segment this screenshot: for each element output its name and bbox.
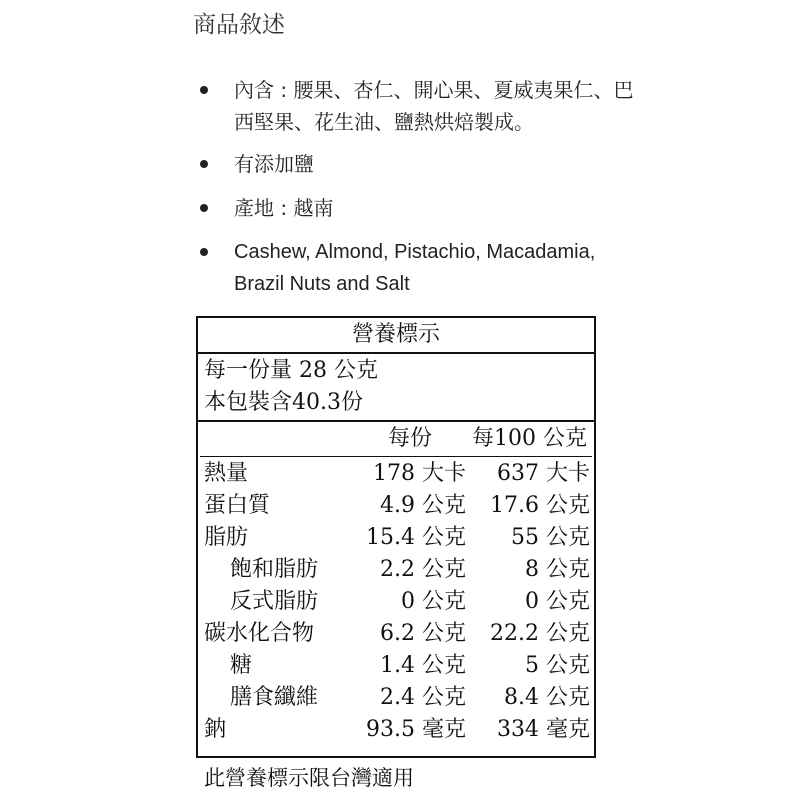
nutrient-name: 反式脂肪 (230, 589, 319, 614)
list-item-origin (200, 192, 640, 224)
nutrient-per-serving: 1.4 公克 (380, 653, 466, 678)
origin-text: 產地 : 越南 (234, 196, 334, 220)
list-item-ingredients (200, 74, 640, 138)
nutrient-row-carbohydrate (198, 618, 594, 650)
nutrient-row-protein (198, 490, 594, 522)
nutrient-row-sugar (198, 650, 594, 682)
nutrient-per-100g: 334 毫克 (497, 717, 590, 742)
nutrient-per-serving: 0 公克 (401, 589, 466, 614)
divider (200, 456, 592, 457)
divider (198, 420, 594, 422)
nutrient-row-energy (198, 458, 594, 490)
nutrient-name: 鈉 (204, 717, 227, 742)
ingredients-text: 內含 : 腰果、杏仁、開心果、夏威夷果仁、巴西堅果、花生油、鹽熱烘焙製成。 (234, 78, 634, 134)
salt-text: 有添加鹽 (234, 152, 314, 176)
nutrient-name: 飽和脂肪 (230, 557, 319, 582)
nutrient-name: 熱量 (204, 461, 249, 486)
nutrient-name: 糖 (230, 653, 253, 678)
column-header-per-serving: 每份 (388, 426, 433, 451)
bullet-dot-icon (200, 86, 208, 94)
nutrient-per-serving: 15.4 公克 (366, 525, 466, 550)
nutrient-row-sodium (198, 714, 594, 746)
nutrient-per-100g: 22.2 公克 (490, 621, 590, 646)
nutrient-per-serving: 2.4 公克 (380, 685, 466, 710)
nutrient-per-100g: 55 公克 (511, 525, 590, 550)
servings-per-package: 本包裝含40.3份 (204, 390, 363, 415)
nutrient-per-100g: 8.4 公克 (504, 685, 590, 710)
divider (198, 352, 594, 354)
nutrient-per-100g: 5 公克 (525, 653, 590, 678)
serving-size: 每一份量 28 公克 (204, 358, 378, 383)
section-title: 商品敘述 (193, 12, 285, 38)
nutrient-name: 膳食纖維 (230, 685, 319, 710)
column-header-per-100g: 每100 公克 (472, 426, 587, 451)
nutrient-per-serving: 93.5 毫克 (366, 717, 466, 742)
nutrient-per-100g: 637 大卡 (497, 461, 590, 486)
nutrient-row-fat (198, 522, 594, 554)
english-ingredients-text: Cashew, Almond, Pistachio, Macadamia, Brazil Nuts and Salt (234, 241, 596, 295)
list-item-english-ingredients (200, 236, 640, 300)
nutrient-per-serving: 2.2 公克 (380, 557, 466, 582)
nutrient-name: 蛋白質 (204, 493, 271, 518)
list-item-salt (200, 148, 640, 180)
nutrient-name: 碳水化合物 (204, 621, 315, 646)
nutrition-facts-label (196, 316, 596, 758)
nutrient-per-100g: 17.6 公克 (490, 493, 590, 518)
nutrient-per-serving: 4.9 公克 (380, 493, 466, 518)
nutrient-name: 脂肪 (204, 525, 249, 550)
nutrition-footnote: 此營養標示限台灣適用 (204, 766, 414, 790)
nutrient-row-saturated-fat (198, 554, 594, 586)
bullet-dot-icon (200, 204, 208, 212)
nutrient-per-100g: 8 公克 (525, 557, 590, 582)
nutrient-per-serving: 6.2 公克 (380, 621, 466, 646)
nutrient-per-100g: 0 公克 (525, 589, 590, 614)
bullet-dot-icon (200, 248, 208, 256)
nutrient-row-dietary-fiber (198, 682, 594, 714)
nutrient-row-trans-fat (198, 586, 594, 618)
nutrient-per-serving: 178 大卡 (373, 461, 466, 486)
nutrition-title: 營養標示 (351, 322, 440, 347)
bullet-dot-icon (200, 160, 208, 168)
